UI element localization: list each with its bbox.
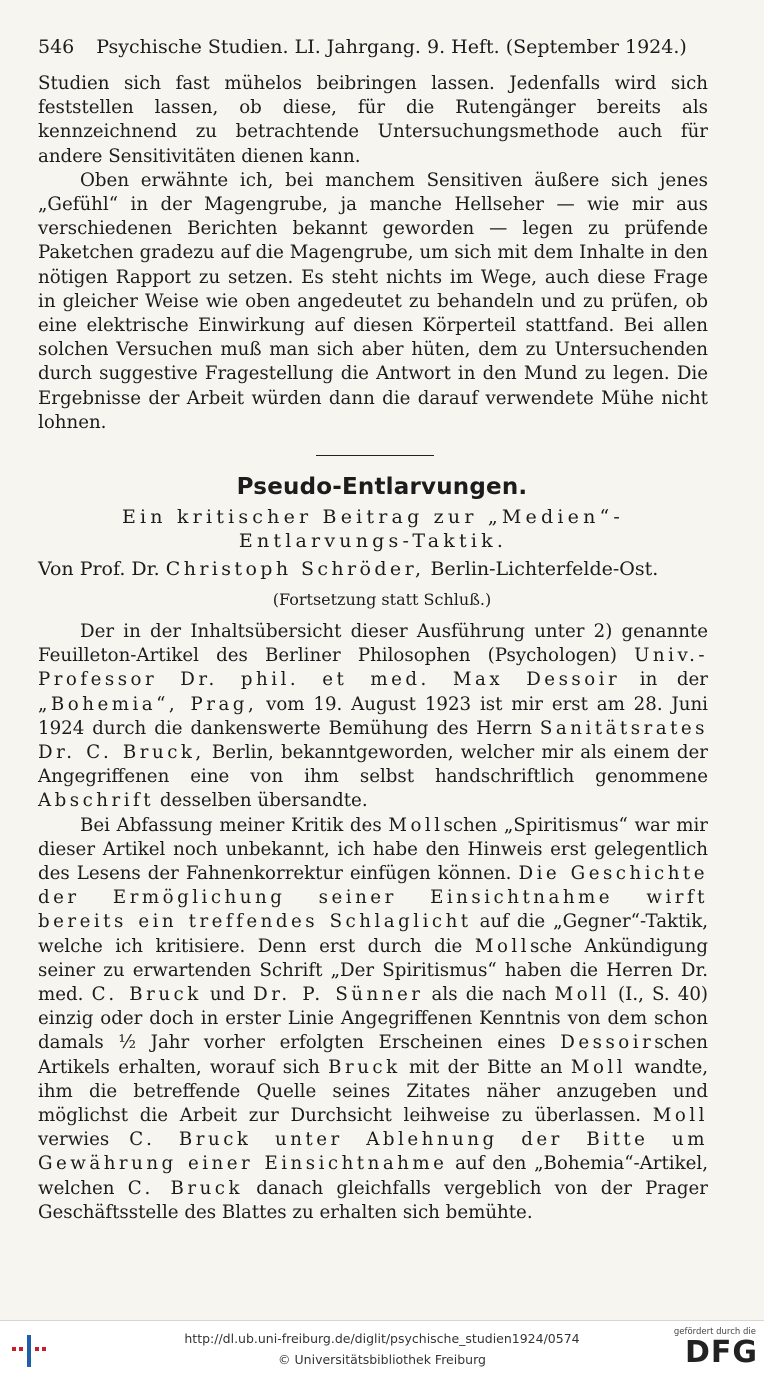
text-run: danach gleichfalls vergeblich von der Prager Geschäftsstelle des Blattes zu erhalten sich bemühte. <box>38 1177 709 1223</box>
spaced-text: Dr. P. Sünner <box>253 984 424 1006</box>
spaced-text: Abschrift <box>38 790 155 812</box>
article-body <box>38 620 708 1225</box>
text-run: schen Artikels erhalten, worauf sich <box>38 1032 708 1078</box>
dfg-caption: gefördert durch die <box>673 1327 756 1337</box>
spaced-text: Bruck <box>328 1056 401 1078</box>
text-run: Der in der Inhaltsübersicht dieser Ausführung unter 2) genannte Feuilleton-Artikel des Berliner Philosophen (Psychologen) <box>38 621 708 667</box>
article-paragraph-1 <box>38 620 708 814</box>
running-title: Psychische Studien. LI. Jahrgang. 9. Heft. (September 1924.) <box>96 36 687 58</box>
article-subtitle: Ein kritischer Beitrag zur „Medien“-Entlarvungs-Taktik. <box>121 506 625 552</box>
spaced-text: Univ.-Professor Dr. phil. et med. Max Dessoir <box>38 645 708 691</box>
text-run: schen „Spiritismus“ war mir dieser Artikel noch unbekannt, ich habe den Hinweis erst gelegentlich des Lesens der Fahnenkorrektur einfügen können. <box>38 814 709 885</box>
author-name: Christoph Schröder, <box>165 558 425 580</box>
page-number: 546 <box>38 36 75 58</box>
spaced-text: Dessoir <box>560 1032 655 1054</box>
text-run: vom 19. August 1923 ist mir erst am 28. Juni 1924 durch die dankenswerte Bemühung des Herrn <box>38 693 708 739</box>
author-place: Berlin-Lichterfelde-Ost. <box>430 558 659 580</box>
article-title: Pseudo-Entlarvungen. <box>236 474 528 500</box>
author-prefix: Von Prof. Dr. <box>38 558 160 580</box>
continuation-note: (Fortsetzung statt Schluß.) <box>272 590 492 609</box>
copyright-notice: © Universitätsbibliothek Freiburg <box>278 1352 486 1367</box>
spaced-text: C. Bruck unter Ablehnung der Bitte um Gewährung einer Einsichtnahme <box>38 1129 708 1175</box>
text-run: (I., S. 40) einzig oder doch in erster Linie Angegriffenen Kenntnis von dem schon damals ½ Jahr vorher erfolgten Erscheinen eines <box>38 984 709 1054</box>
intro-paragraph-1: Studien sich fast mühelos beibringen lassen. Jedenfalls wird sich feststellen lassen, ob diese, für die Rutengänger bereits als kennzeichnend zu betrachtende Untersuchungsmethode auch für andere Sensitivitäten dienen kann. <box>38 73 708 167</box>
viewer-footer <box>0 1320 764 1379</box>
text-run: und <box>201 984 254 1006</box>
spaced-text: Die Geschichte der Ermöglichung seiner Einsichtnahme wirft bereits ein treffendes Schlaglicht <box>38 863 708 933</box>
text-run: sche Ankündigung seiner zu erwartenden Schrift „Der Spiritismus“ haben die Herren Dr. med. <box>38 935 709 1006</box>
article-paragraph-2 <box>38 814 708 1225</box>
text-run: mit der Bitte an <box>400 1056 571 1078</box>
spaced-text: Moll <box>554 984 610 1006</box>
spaced-text: Moll <box>474 935 531 957</box>
intro-paragraph-2: Oben erwähnte ich, bei manchem Sensitiven äußere sich jenes „Gefühl“ in der Magengrube, ja manche Hellseher — wie mir aus verschiedenen Berichten bekannt geworden — legen zu prüfende Paketchen gradezu auf die Magengrube, um sich mit dem Inhalte in den nötigen Rapport zu setzen. Es steht nichts im Wege, auch diese Frage in gleicher Weise wie oben angedeutet zu behandeln und zu prüfen, ob eine elektrische Einwirkung auf diesen Körperteil stattfand. Bei allen solchen Versuchen muß man sich aber hüten, dem zu Untersuchenden durch suggestive Fragestellung die Antwort in den Mund zu legen. Die Ergebnisse der Arbeit würden dann die darauf verwendete Mühe nicht lohnen. <box>38 169 708 433</box>
text-run: verwies <box>38 1129 130 1151</box>
spaced-text: Sanitätsrates Dr. C. Bruck, <box>38 717 708 764</box>
intro-text <box>38 72 708 435</box>
text-run: Berlin, bekanntgeworden, welcher mir als einem der Angegriffenen eine von ihm selbst handschriftlich genommene <box>38 742 708 788</box>
text-run: desselben übersandte. <box>154 790 368 812</box>
author-line <box>38 558 708 580</box>
spaced-text: Moll <box>652 1105 708 1127</box>
spaced-text: Moll <box>570 1056 627 1078</box>
dfg-badge <box>668 1327 758 1375</box>
text-run: Bei Abfassung meiner Kritik des <box>80 814 389 836</box>
text-run: als die nach <box>423 984 555 1006</box>
permalink-url[interactable]: http://dl.ub.uni-freiburg.de/diglit/psychische_studien1924/0574 <box>184 1331 580 1346</box>
spaced-text: „Bohemia“, Prag, <box>38 693 258 715</box>
text-run: auf die „Gegner“-Taktik, welche ich kritisiere. Denn erst durch die <box>38 911 708 957</box>
spaced-text: Moll <box>388 814 444 836</box>
running-header <box>38 36 728 58</box>
text-run: in der <box>620 669 708 691</box>
spaced-text: C. Bruck <box>127 1177 244 1199</box>
text-run: wandte, ihm die betreffende Quelle seines Zitates näher anzugeben und möglichst die Arbeit zur Durchsicht leihweise zu überlassen. <box>38 1056 709 1127</box>
section-divider <box>316 455 434 456</box>
spaced-text: C. Bruck <box>91 984 202 1006</box>
dfg-logo: DFG <box>684 1335 758 1370</box>
text-run: auf den „Bohemia“-Artikel, welchen <box>38 1153 708 1199</box>
